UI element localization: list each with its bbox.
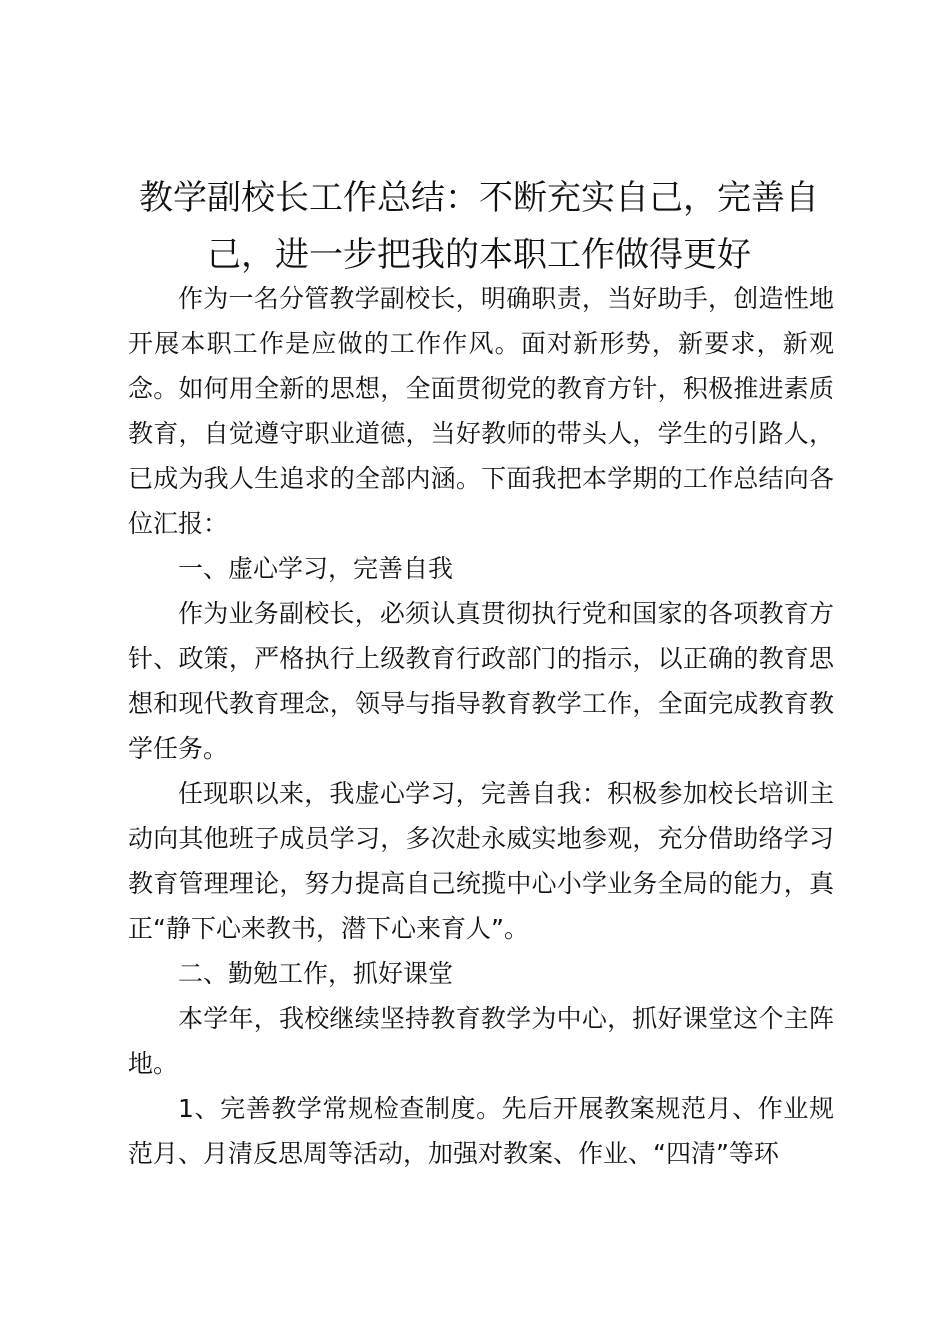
document-body	[128, 276, 834, 1176]
paragraph-learning: 任现职以来，我虚心学习，完善自我：积极参加校长培训主动向其他班子成员学习，多次赴永威实地参观，充分借助络学习教育管理理论，努力提高自己统揽中心小学业务全局的能力，真正“静下心来教书，潜下心来育人”。	[128, 779, 834, 943]
section-heading-1: 一、虚心学习，完善自我	[178, 554, 454, 583]
section-heading-2: 二、勤勉工作，抓好课堂	[178, 959, 454, 988]
paragraph-intro: 作为一名分管教学副校长，明确职责，当好助手，创造性地开展本职工作是应做的工作作风。面对新形势，新要求，新观念。如何用全新的思想，全面贯彻党的教育方针，积极推进素质教育，自觉遵守职业道德，当好教师的带头人，学生的引路人，已成为我人生追求的全部内涵。下面我把本学期的工作总结向各位汇报：	[128, 284, 834, 538]
paragraph-item-1: 1、完善教学常规检查制度。先后开展教案规范月、作业规范月、月清反思周等活动，加强对教案、作业、“四清”等环	[128, 1094, 834, 1168]
paragraph-classroom: 本学年，我校继续坚持教育教学为中心，抓好课堂这个主阵地。	[128, 1004, 834, 1078]
paragraph-duties: 作为业务副校长，必须认真贯彻执行党和国家的各项教育方针、政策，严格执行上级教育行政部门的指示，以正确的教育思想和现代教育理念，领导与指导教育教学工作，全面完成教育教学任务。	[128, 599, 834, 763]
document-title: 教学副校长工作总结：不断充实自己，完善自己，进一步把我的本职工作做得更好	[139, 178, 819, 275]
